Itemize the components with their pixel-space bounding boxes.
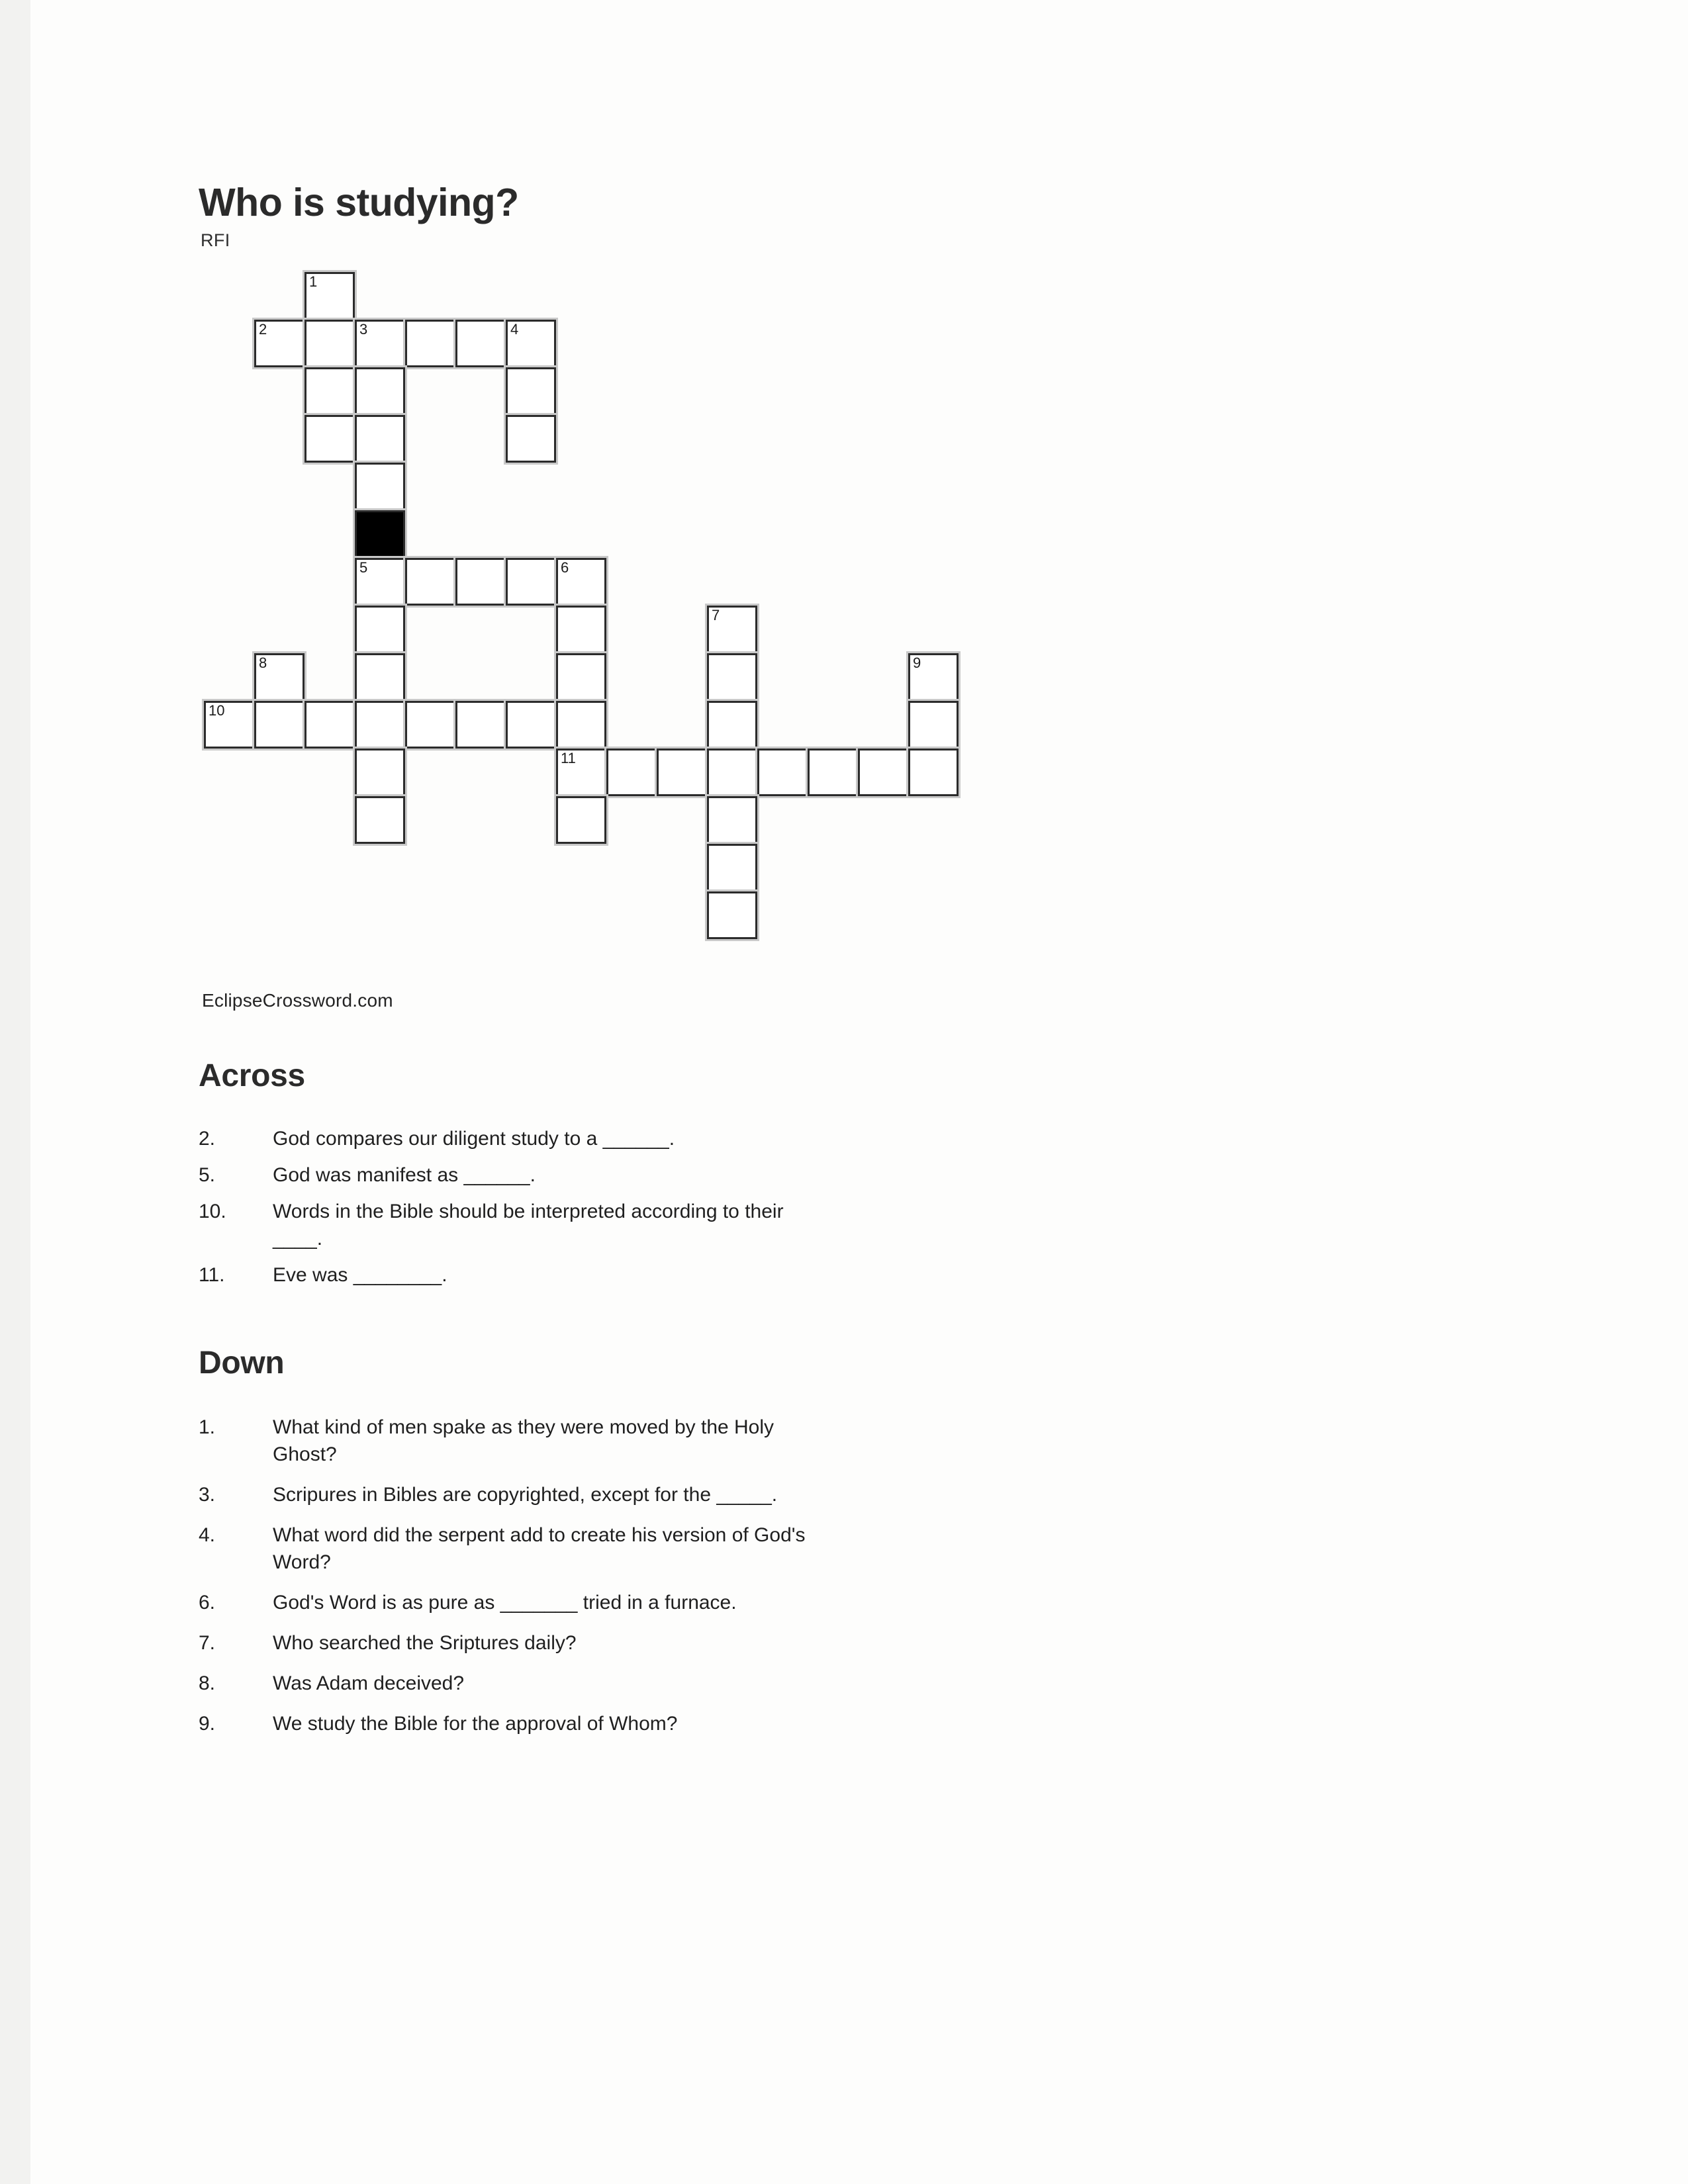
crossword-cell[interactable]: [606, 749, 657, 796]
crossword-cell[interactable]: [355, 415, 405, 463]
crossword-cell[interactable]: [305, 415, 355, 463]
down-clue-text: What word did the serpent add to create his version of God's Word?: [273, 1524, 806, 1573]
across-clue-number: 10.: [199, 1201, 226, 1222]
down-clue-number: 9.: [199, 1713, 216, 1735]
across-clue-text: Words in the Bible should be interpreted according to their ____.: [273, 1201, 784, 1250]
crossword-cell[interactable]: [858, 749, 908, 796]
crossword-cell[interactable]: [355, 463, 405, 510]
crossword-cell[interactable]: [455, 320, 506, 367]
crossword-credit: EclipseCrossword.com: [202, 990, 393, 1011]
across-clue-number: 11.: [199, 1264, 225, 1286]
down-clue: [199, 1522, 861, 1576]
crossword-cell[interactable]: [305, 367, 355, 415]
crossword-cell[interactable]: [355, 606, 405, 653]
down-clue-text: Was Adam deceived?: [273, 1672, 465, 1694]
crossword-cell[interactable]: [254, 653, 305, 701]
cell-number: 9: [913, 655, 921, 671]
across-clue-number: 5.: [199, 1164, 216, 1186]
down-clue-list: [199, 1414, 861, 1751]
down-clue-number: 4.: [199, 1524, 216, 1546]
down-clue-number: 3.: [199, 1484, 216, 1506]
down-clue: [199, 1589, 861, 1616]
crossword-cell[interactable]: [455, 701, 506, 749]
cell-number: 4: [510, 321, 519, 338]
page-subtitle: RFI: [201, 230, 230, 250]
crossword-cell[interactable]: [305, 320, 355, 367]
crossword-cell[interactable]: [355, 653, 405, 701]
crossword-cell[interactable]: [556, 606, 606, 653]
crossword-cell[interactable]: [556, 558, 606, 606]
cell-number: 7: [712, 607, 720, 623]
across-clue-text: God was manifest as ______.: [273, 1164, 536, 1186]
crossword-cell[interactable]: [707, 796, 757, 844]
down-clue-text: Who searched the Sriptures daily?: [273, 1632, 577, 1654]
crossword-cell[interactable]: [254, 320, 305, 367]
down-clue-text: Scripures in Bibles are copyrighted, except for the _____.: [273, 1484, 778, 1506]
cell-number: 11: [561, 750, 576, 766]
crossword-cell[interactable]: [657, 749, 707, 796]
across-clue: [199, 1198, 861, 1252]
down-clue-number: 1.: [199, 1416, 216, 1438]
across-clue-number: 2.: [199, 1128, 216, 1150]
crossword-cell[interactable]: [506, 701, 556, 749]
page-title: Who is studying?: [199, 181, 519, 224]
down-clue-number: 7.: [199, 1632, 216, 1654]
down-clue-number: 6.: [199, 1592, 216, 1614]
crossword-cell[interactable]: [556, 796, 606, 844]
crossword-cell[interactable]: [707, 606, 757, 653]
cell-number: 5: [359, 559, 368, 576]
crossword-cell[interactable]: [908, 749, 959, 796]
cell-number: 3: [359, 321, 368, 338]
crossword-cell[interactable]: [355, 701, 405, 749]
across-clue: [199, 1261, 861, 1289]
crossword-cell[interactable]: [305, 701, 355, 749]
crossword-cell[interactable]: [455, 558, 506, 606]
cell-number: 1: [309, 273, 318, 290]
crossword-cell[interactable]: [707, 844, 757, 891]
down-clue-text: What kind of men spake as they were moved by the Holy Ghost?: [273, 1416, 774, 1465]
across-clue-text: Eve was ________.: [273, 1264, 447, 1286]
crossword-cell[interactable]: [506, 558, 556, 606]
crossword-cell[interactable]: [405, 320, 455, 367]
crossword-cell[interactable]: [355, 320, 405, 367]
cell-number: 6: [561, 559, 569, 576]
crossword-cell[interactable]: [908, 653, 959, 701]
crossword-cell[interactable]: [556, 653, 606, 701]
crossword-cell[interactable]: [405, 558, 455, 606]
crossword-cell[interactable]: [808, 749, 858, 796]
crossword-cell[interactable]: [405, 701, 455, 749]
crossword-cell[interactable]: [506, 367, 556, 415]
crossword-cell[interactable]: [204, 701, 254, 749]
down-clue: [199, 1629, 861, 1657]
crossword-cell[interactable]: [707, 749, 757, 796]
cell-number: 10: [209, 702, 225, 719]
down-clue: [199, 1414, 861, 1468]
across-clue-text: God compares our diligent study to a ______.: [273, 1128, 675, 1150]
crossword-cell[interactable]: [506, 320, 556, 367]
across-clue: [199, 1161, 861, 1189]
down-clue-text: God's Word is as pure as _______ tried in a furnace.: [273, 1592, 737, 1614]
down-clue: [199, 1481, 861, 1508]
crossword-cell[interactable]: [305, 272, 355, 320]
crossword-cell[interactable]: [254, 701, 305, 749]
crossword-cell[interactable]: [355, 796, 405, 844]
cell-number: 2: [259, 321, 267, 338]
crossword-cell[interactable]: [556, 749, 606, 796]
blocked-cell: [355, 510, 405, 558]
down-clue: [199, 1710, 861, 1737]
crossword-cell[interactable]: [707, 891, 757, 939]
crossword-cell[interactable]: [506, 415, 556, 463]
crossword-cell[interactable]: [757, 749, 808, 796]
crossword-cell[interactable]: [707, 653, 757, 701]
down-clue-text: We study the Bible for the approval of Whom?: [273, 1713, 678, 1735]
across-clue-list: [199, 1125, 861, 1298]
down-heading: Down: [199, 1345, 285, 1381]
crossword-cell[interactable]: [355, 749, 405, 796]
across-heading: Across: [199, 1058, 305, 1093]
crossword-cell[interactable]: [355, 367, 405, 415]
crossword-grid[interactable]: [204, 272, 998, 987]
crossword-cell[interactable]: [908, 701, 959, 749]
cell-number: 8: [259, 655, 267, 671]
crossword-cell[interactable]: [355, 558, 405, 606]
across-clue: [199, 1125, 861, 1152]
crossword-cell[interactable]: [556, 701, 606, 749]
down-clue: [199, 1670, 861, 1697]
down-clue-number: 8.: [199, 1672, 216, 1694]
crossword-cell[interactable]: [707, 701, 757, 749]
